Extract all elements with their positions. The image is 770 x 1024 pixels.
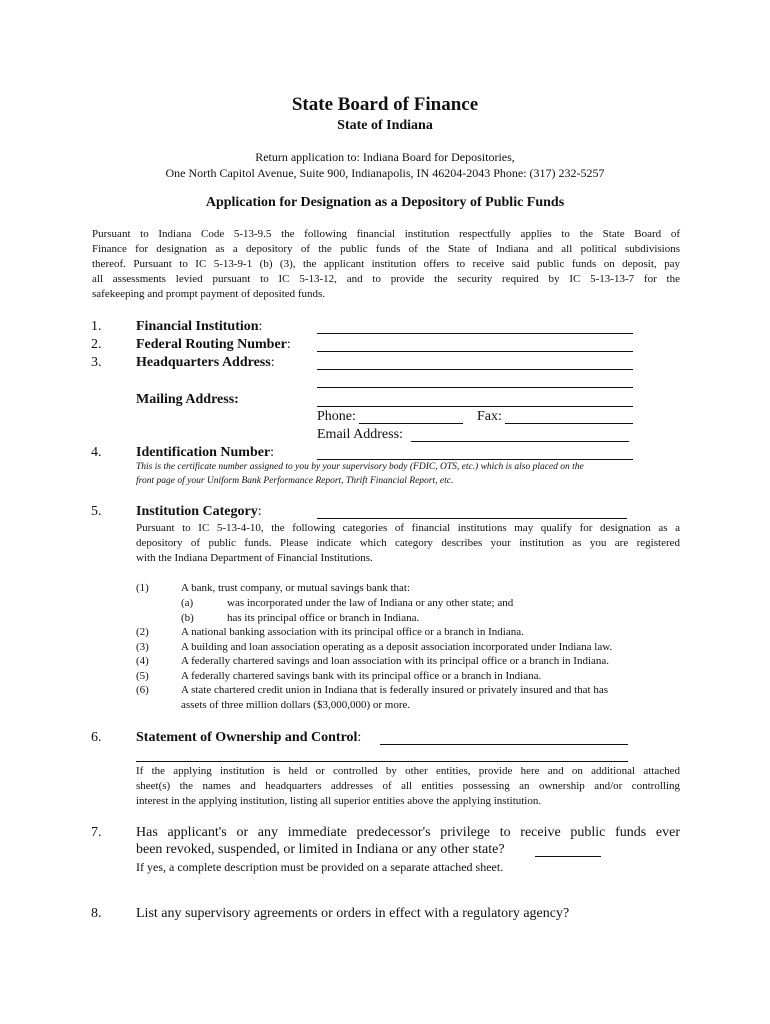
intro-line: thereof. Pursuant to IC 5-13-9-1 (b) (3), the applicant institution offers to receive said public funds on deposit, pay [92, 258, 680, 270]
category-text: A state chartered credit union in Indiana that is federally insured or privately insured and that has [181, 684, 609, 696]
category-sub-num: (a) [181, 597, 194, 609]
email-label: Email Address: [317, 427, 403, 442]
ownership-desc: interest in the applying institution, listing all superior entities above the applying institution. [136, 795, 542, 807]
item-number: 5. [91, 504, 102, 519]
ownership-field[interactable] [380, 744, 628, 745]
category-text: was incorporated under the law of Indiana or any other state; and [227, 597, 514, 609]
intro-line: Pursuant to Indiana Code 5-13-9.5 the following financial institution respectfully applies to the State Board of [92, 228, 680, 240]
hq-address-label: Headquarters Address: [136, 355, 275, 370]
category-text: assets of three million dollars ($3,000,000) or more. [181, 699, 411, 711]
hq-address-field-line2[interactable] [317, 387, 633, 388]
ownership-desc: sheet(s) the names and headquarters addresses of all entities possessing an ownership and/or controlling [136, 780, 680, 792]
return-to: Return application to: Indiana Board for Depositories, [255, 150, 515, 164]
fax-field[interactable] [505, 423, 633, 424]
hq-address-field[interactable] [317, 369, 633, 370]
item-number: 6. [91, 730, 102, 745]
identification-field[interactable] [317, 459, 633, 460]
return-address: One North Capitol Avenue, Suite 900, Indianapolis, IN 46204-2043 Phone: (317) 232-5257 [165, 166, 605, 180]
phone-label: Phone: [317, 409, 356, 424]
mailing-address-label: Mailing Address: [136, 392, 239, 407]
ownership-label: Statement of Ownership and Control: [136, 730, 362, 745]
financial-institution-field[interactable] [317, 333, 633, 334]
ownership-field-line2[interactable] [136, 761, 628, 762]
phone-field[interactable] [359, 423, 463, 424]
email-field[interactable] [411, 441, 629, 442]
category-text: A building and loan association operating as a deposit association incorporated under Indiana law. [181, 641, 613, 653]
institution-category-label: Institution Category: [136, 504, 262, 519]
category-num: (6) [136, 684, 149, 696]
category-desc: Pursuant to IC 5-13-4-10, the following categories of financial institutions may qualify for designation as a [136, 522, 680, 534]
routing-number-field[interactable] [317, 351, 633, 352]
routing-number-label: Federal Routing Number: [136, 337, 291, 352]
category-sub-num: (b) [181, 612, 194, 624]
category-text: has its principal office or branch in Indiana. [227, 612, 420, 624]
category-text: A federally chartered savings and loan association with its principal office or a branch in Indiana. [181, 655, 610, 667]
item-number: 8. [91, 906, 102, 921]
ownership-desc: If the applying institution is held or controlled by other entities, provide here and on additional attached [136, 765, 680, 777]
intro-line: all assessments levied pursuant to IC 5-13-12, and to provide the security required by IC 5-13-13-7 for the [92, 273, 680, 285]
institution-category-field[interactable] [317, 518, 627, 519]
category-num: (2) [136, 626, 149, 638]
form-title: Application for Designation as a Depository of Public Funds [205, 195, 565, 210]
item-number: 1. [91, 319, 102, 334]
item-number: 2. [91, 337, 102, 352]
q8-question: List any supervisory agreements or orders in effect with a regulatory agency? [136, 906, 570, 921]
intro-line: safekeeping and prompt payment of deposited funds. [92, 288, 326, 300]
q7-question: Has applicant's or any immediate predecessor's privilege to receive public funds ever [136, 825, 680, 840]
q7-note: If yes, a complete description must be provided on a separate attached sheet. [136, 860, 504, 874]
item-number: 3. [91, 355, 102, 370]
identification-label: Identification Number: [136, 445, 275, 460]
category-num: (1) [136, 582, 149, 594]
category-num: (5) [136, 670, 149, 682]
item-number: 4. [91, 445, 102, 460]
category-text: A federally chartered savings bank with its principal office or a branch in Indiana. [181, 670, 542, 682]
identification-note: front page of your Uniform Bank Performance Report, Thrift Financial Report, etc. [136, 476, 454, 486]
intro-line: Finance for designation as a depository of the public funds of the State of Indiana and all political subdivisions [92, 243, 680, 255]
mailing-address-field[interactable] [317, 406, 633, 407]
page-subtitle: State of Indiana [337, 118, 433, 133]
category-text: A bank, trust company, or mutual savings bank that: [181, 582, 411, 594]
category-desc: depository of public funds. Please indicate which category describes your institution as you are registered [136, 537, 680, 549]
item-number: 7. [91, 825, 102, 840]
financial-institution-label: Financial Institution: [136, 319, 263, 334]
page-title: State Board of Finance [291, 94, 479, 115]
category-text: A national banking association with its principal office or a branch in Indiana. [181, 626, 524, 638]
q7-answer-field[interactable] [535, 856, 601, 857]
category-num: (4) [136, 655, 149, 667]
q7-question-line2: been revoked, suspended, or limited in Indiana or any other state? [136, 842, 505, 857]
identification-note: This is the certificate number assigned to you by your supervisory body (FDIC, OTS, etc.) which is also placed on the [136, 462, 584, 472]
fax-label: Fax: [477, 409, 502, 424]
category-num: (3) [136, 641, 149, 653]
category-desc: with the Indiana Department of Financial Institutions. [136, 552, 373, 564]
